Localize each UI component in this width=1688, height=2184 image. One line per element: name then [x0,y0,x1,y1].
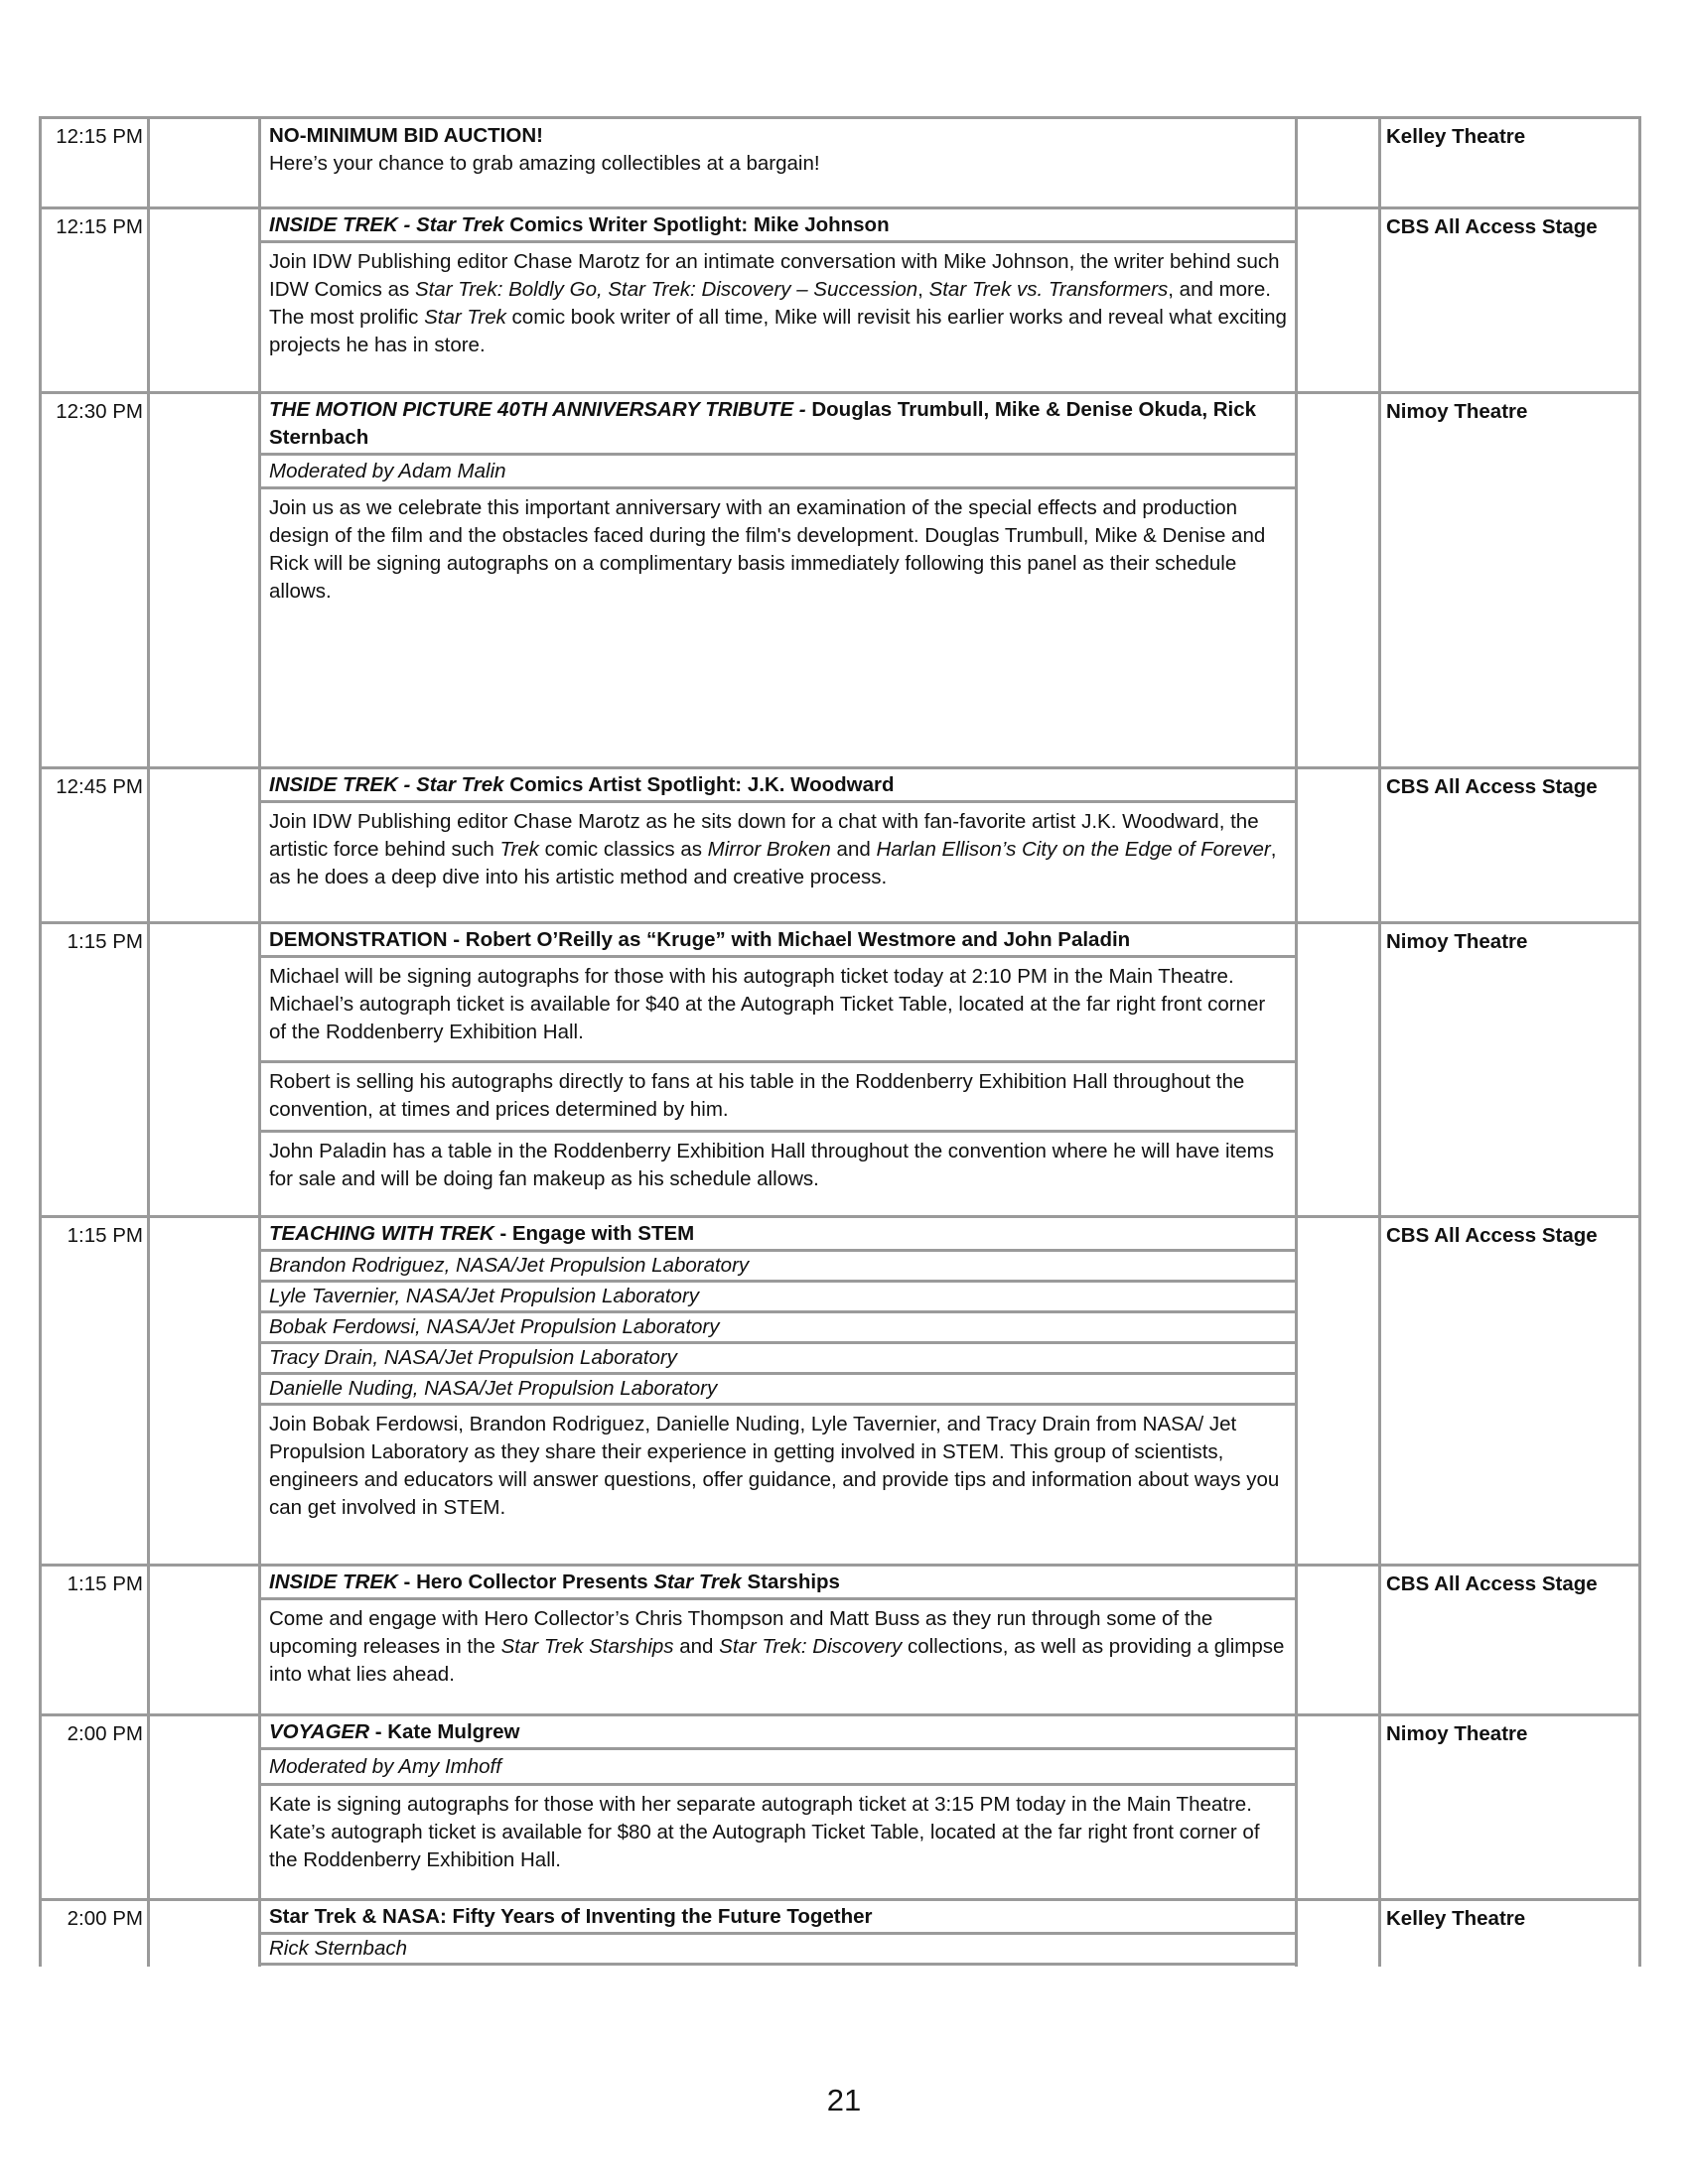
event-title: INSIDE TREK - Hero Collector Presents Star Trek Starships [261,1567,1298,1600]
panelist: Danielle Nuding, NASA/Jet Propulsion Laboratory [261,1375,1298,1406]
row-time: 12:15 PM [56,125,143,148]
event-description: Join IDW Publishing editor Chase Marotz as he sits down for a chat with fan-favorite artist J.K. Woodward, the artistic force behind such Trek comic classics as Mirror Broken and Harlan Ellison’s City on the Edge of Forever, as he does a deep dive into his artistic method and creative process. [261,803,1298,897]
row-venue: Nimoy Theatre [1386,930,1528,953]
schedule-row [39,206,1641,391]
panelist: Lyle Tavernier, NASA/Jet Propulsion Laboratory [261,1283,1298,1313]
schedule-table [39,116,1641,1967]
row-time: 12:15 PM [56,215,143,238]
event-description: Come and engage with Hero Collector’s Chris Thompson and Matt Buss as they run through some of the upcoming releases in the Star Trek Starships and Star Trek: Discovery collections, as well as providing a glimpse into what lies ahead. [261,1600,1298,1695]
row-venue: Nimoy Theatre [1386,1722,1528,1745]
row-venue: Kelley Theatre [1386,1907,1526,1930]
panelist: Tracy Drain, NASA/Jet Propulsion Laboratory [261,1344,1298,1375]
event-title: NO-MINIMUM BID AUCTION! [269,124,543,147]
page-number: 21 [826,2083,862,2117]
row-venue: CBS All Access Stage [1386,1572,1598,1595]
row-venue: Nimoy Theatre [1386,400,1528,423]
panelist: Bobak Ferdowsi, NASA/Jet Propulsion Laboratory [261,1313,1298,1344]
event-paragraph: Robert is selling his autographs directly to fans at his table in the Roddenberry Exhibition Hall throughout the convention, at times and prices determined by him. [261,1063,1298,1133]
event-description: Join IDW Publishing editor Chase Marotz for an intimate conversation with Mike Johnson, the writer behind such IDW Comics as Star Trek: Boldly Go, Star Trek: Discovery – Succession, Star Trek vs. Transformers, and more. The most prolific Star Trek comic book writer of all time, Mike will revisit his earlier works and reveal what exciting projects he has in store. [261,243,1298,365]
schedule-row [39,1713,1641,1898]
row-time: 1:15 PM [67,1572,143,1595]
event-paragraph: John Paladin has a table in the Roddenberry Exhibition Hall throughout the convention where he will have items for sale and will be doing fan makeup as his schedule allows. [261,1133,1298,1199]
event-title: DEMONSTRATION - Robert O’Reilly as “Kruge” with Michael Westmore and John Paladin [261,924,1298,958]
schedule-row [39,1215,1641,1564]
event-description: Join us as we celebrate this important anniversary with an examination of the special effects and production design of the film and the obstacles faced during the film's development. Douglas Trumbull, Mike & Denise and Rick will be signing autographs on a complimentary basis immediately following this panel as their schedule allows. [261,489,1298,612]
schedule-row [39,1564,1641,1713]
schedule-row [39,116,1641,206]
schedule-row [39,766,1641,921]
event-description: Kate is signing autographs for those with her separate autograph ticket at 3:15 PM today in the Main Theatre. Kate’s autograph ticket is available for $80 at the Autograph Ticket Table, located at the far right front corner of the Roddenberry Exhibition Hall. [261,1786,1298,1880]
event-title: INSIDE TREK - Star Trek Comics Artist Spotlight: J.K. Woodward [261,769,1298,803]
event-title: Star Trek & NASA: Fifty Years of Inventing the Future Together [261,1901,1298,1935]
schedule-row [39,391,1641,766]
row-venue: Kelley Theatre [1386,125,1526,148]
moderator: Moderated by Amy Imhoff [261,1750,1298,1786]
event-paragraph: Michael will be signing autographs for those with his autograph ticket today at 2:10 PM in the Main Theatre. Michael’s autograph ticket is available for $40 at the Autograph Ticket Table, located at the far right front corner of the Roddenberry Exhibition Hall. [261,958,1298,1063]
event-title: INSIDE TREK - Star Trek Comics Writer Spotlight: Mike Johnson [261,209,1298,243]
event-description: Join Bobak Ferdowsi, Brandon Rodriguez, Danielle Nuding, Lyle Tavernier, and Tracy Drain from NASA/ Jet Propulsion Laboratory as they share their experience in getting involved in STEM. This group of scientists, engineers and educators will answer questions, offer guidance, and provide tips and information about ways you can get involved in STEM. [261,1406,1298,1528]
row-time: 12:30 PM [56,400,143,423]
row-venue: CBS All Access Stage [1386,1224,1598,1247]
row-time: 12:45 PM [56,775,143,798]
panelist: Rick Sternbach [261,1935,1298,1966]
event-description: Here’s your chance to grab amazing collectibles at a bargain! [269,152,820,175]
row-time: 2:00 PM [67,1722,143,1745]
panelist: Brandon Rodriguez, NASA/Jet Propulsion Laboratory [261,1252,1298,1283]
event-title: THE MOTION PICTURE 40TH ANNIVERSARY TRIBUTE - Douglas Trumbull, Mike & Denise Okuda, Rick Sternbach [261,394,1298,456]
row-time: 1:15 PM [67,1224,143,1247]
moderator: Moderated by Adam Malin [261,456,1298,489]
row-venue: CBS All Access Stage [1386,215,1598,238]
schedule-row [39,921,1641,1215]
row-time: 1:15 PM [67,930,143,953]
schedule-row [39,1898,1641,1967]
row-time: 2:00 PM [67,1907,143,1930]
row-venue: CBS All Access Stage [1386,775,1598,798]
event-title: TEACHING WITH TREK - Engage with STEM [261,1218,1298,1252]
event-title: VOYAGER - Kate Mulgrew [261,1716,1298,1750]
